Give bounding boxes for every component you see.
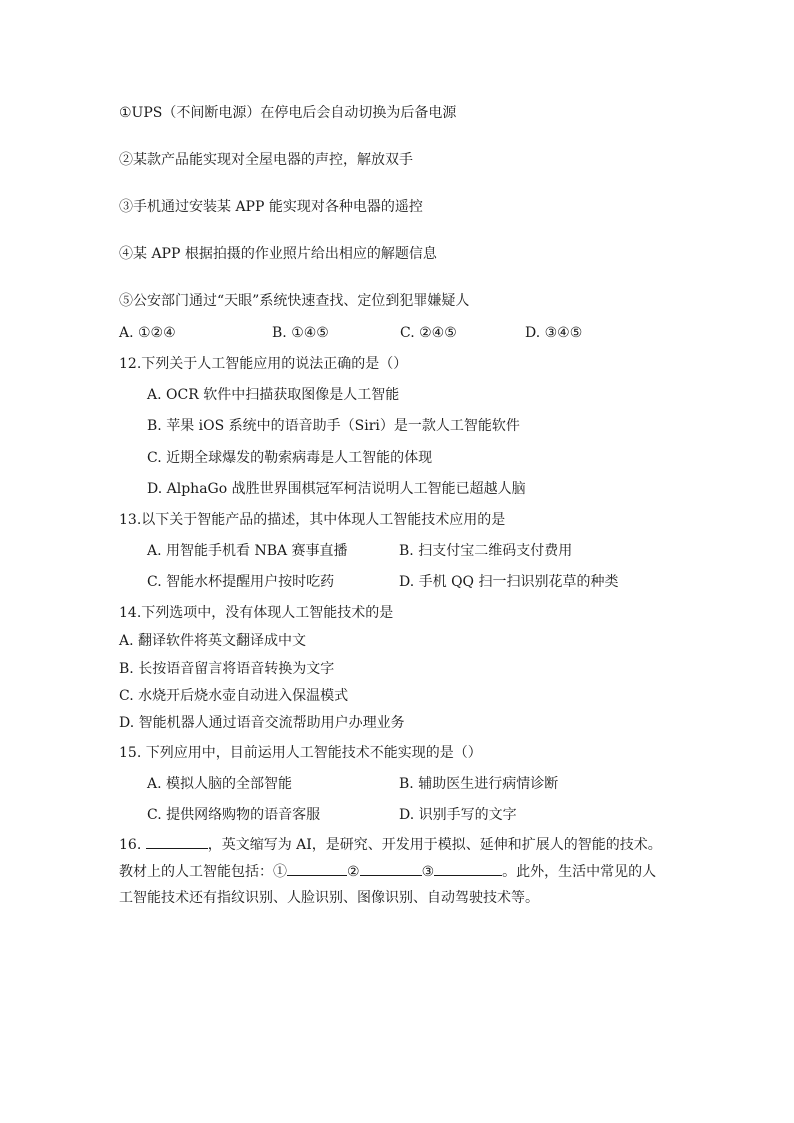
q15-stem: 15. 下列应用中，目前运用人工智能技术不能实现的是（） <box>119 745 482 761</box>
q14-option-a: A. 翻译软件将英文翻译成中文 <box>119 633 307 649</box>
q16-line-3: 工智能技术还有指纹识别、人脸识别、图像识别、自动驾驶技术等。 <box>119 890 539 906</box>
q13-option-b: B. 扫支付宝二维码支付费用 <box>399 543 573 559</box>
q15-option-b: B. 辅助医生进行病情诊断 <box>399 776 559 792</box>
q12-stem: 12.下列关于人工智能应用的说法正确的是（） <box>119 356 408 372</box>
q11-option-a: A. ①②④ <box>119 325 176 341</box>
q15-option-a: A. 模拟人脑的全部智能 <box>147 776 293 792</box>
q11-item-4: ④某 APP 根据拍摄的作业照片给出相应的解题信息 <box>119 246 437 262</box>
q16-line-2-suffix: 。此外，生活中常见的人 <box>502 864 657 880</box>
q16-line-1 <box>119 834 662 855</box>
q16-line-2 <box>119 861 656 882</box>
q11-item-1: ①UPS（不间断电源）在停电后会自动切换为后备电源 <box>119 105 457 121</box>
q11-item-5: ⑤公安部门通过“天眼”系统快速查找、定位到犯罪嫌疑人 <box>119 293 470 309</box>
q16-number: 16. <box>119 837 146 853</box>
q11-option-b: B. ①④⑤ <box>272 325 329 341</box>
q12-option-a: A. OCR 软件中扫描获取图像是人工智能 <box>147 387 400 403</box>
q16-mark-2: ② <box>347 864 360 880</box>
q12-option-b: B. 苹果 iOS 系统中的语音助手（Siri）是一款人工智能软件 <box>147 418 520 434</box>
q13-stem: 13.以下关于智能产品的描述，其中体现人工智能技术应用的是 <box>119 512 506 528</box>
q16-blank-3[interactable] <box>434 861 502 876</box>
q16-blank-term[interactable] <box>146 834 208 849</box>
q13-option-a: A. 用智能手机看 NBA 赛事直播 <box>147 543 348 559</box>
q12-option-d: D. AlphaGo 战胜世界围棋冠军柯洁说明人工智能已超越人脑 <box>147 481 526 497</box>
q14-option-b: B. 长按语音留言将语音转换为文字 <box>119 661 335 677</box>
q13-option-c: C. 智能水杯提醒用户按时吃药 <box>147 574 335 590</box>
q11-item-2: ②某款产品能实现对全屋电器的声控，解放双手 <box>119 152 413 168</box>
q15-option-c: C. 提供网络购物的语音客服 <box>147 807 321 823</box>
q14-option-d: D. 智能机器人通过语音交流帮助用户办理业务 <box>119 715 405 731</box>
q12-option-c: C. 近期全球爆发的勒索病毒是人工智能的体现 <box>147 450 433 466</box>
q11-item-3: ③手机通过安装某 APP 能实现对各种电器的遥控 <box>119 199 423 215</box>
q14-stem: 14.下列选项中，没有体现人工智能技术的是 <box>119 605 394 621</box>
q16-blank-1[interactable] <box>287 861 347 876</box>
q16-blank-2[interactable] <box>360 861 422 876</box>
q15-option-d: D. 识别手写的文字 <box>399 807 517 823</box>
q11-option-d: D. ③④⑤ <box>525 325 583 341</box>
q14-option-c: C. 水烧开后烧水壶自动进入保温模式 <box>119 688 349 704</box>
q11-option-c: C. ②④⑤ <box>400 325 457 341</box>
q16-line-2-prefix: 教材上的人工智能包括：① <box>119 864 287 880</box>
q16-line-1-text: ，英文缩写为 AI，是研究、开发用于模拟、延伸和扩展人的智能的技术。 <box>207 837 662 853</box>
q13-option-d: D. 手机 QQ 扫一扫识别花草的种类 <box>399 574 619 590</box>
q16-mark-3: ③ <box>421 864 435 880</box>
